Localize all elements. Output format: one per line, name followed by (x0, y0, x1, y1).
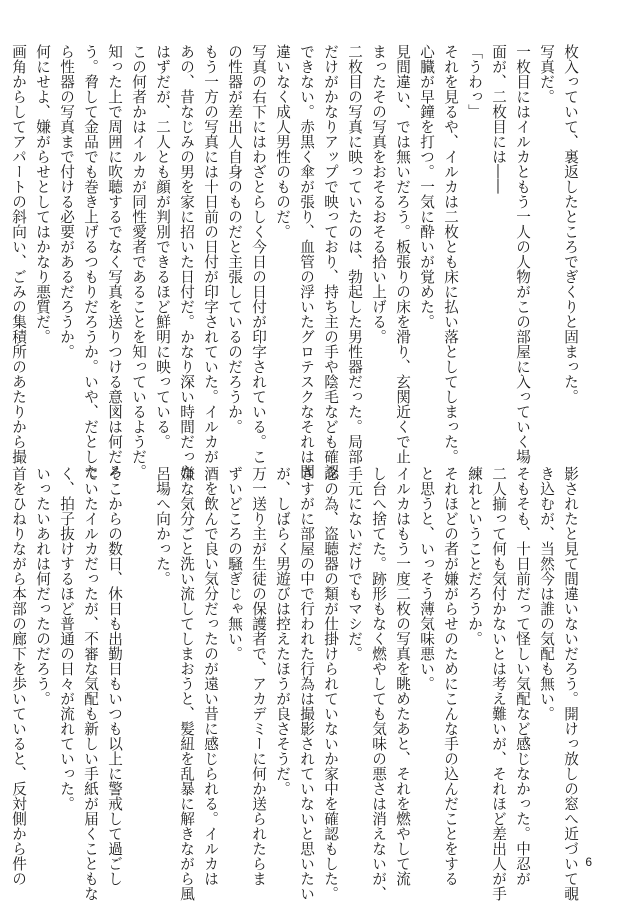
text-line: 面が、二枚目には―― (490, 44, 507, 194)
text-line: 心臓が早鐘を打つ。一気に酔いが覚めた。 (418, 44, 435, 329)
text-line: できない。赤黒く傘が張り、血管の浮いたグロテスクなそれは間 (298, 44, 315, 479)
upper-text-block (10, 44, 582, 479)
text-line: 酒を飲んで良い気分だったのが遠い昔に感じられる。イルカは (202, 466, 219, 886)
text-line: 写真の右下にはわざとらしく今日の日付が印字されている。こ (250, 44, 267, 464)
text-line: そこからの数日、休日も出勤日もいつも以上に警戒して過ごし (106, 466, 123, 886)
text-line: あの、昔なじみの男を家に招いた日付だ。かなり深い時間だった (178, 44, 195, 479)
text-line: 知った上で周囲に吹聴するでなく写真を送りつける意図は何だろ (106, 44, 123, 479)
text-line: イルカはもう一度二枚の写真を眺めたあと、それを燃やして流 (394, 466, 411, 886)
text-line: が、しばらく男遊びは控えたほうが良さそうだ。 (274, 466, 291, 796)
text-line: 見間違い、では無いだろう。板張りの床を滑り、玄関近くで止 (394, 44, 411, 464)
text-line: この何者かはイルカが同性愛者であることを知っているようだ。 (130, 44, 147, 479)
text-line: く、拍子抜けするほど普通の日々が流れていった。 (58, 466, 75, 811)
text-line: ずいどころの騒ぎじゃ無い。 (226, 466, 243, 661)
text-line: 枚入っていて、裏返したところでぎくりと固まった。 (562, 44, 579, 404)
text-line: 万一送り主が生徒の保護者で、アカデミーに何か送られたらま (250, 466, 267, 886)
page-number: 6 (585, 855, 592, 869)
text-line: 画角からしてアパートの斜向い、ごみの集積所のあたりから撮 (10, 44, 27, 464)
text-line: と思うと、いっそう薄気味悪い。 (418, 466, 435, 691)
text-line: 写真だ。 (538, 44, 555, 104)
text-line: き込むが、当然今は誰の気配も無い。 (538, 466, 555, 721)
text-line: の性器が差出人自身のものだと主張しているのだろうか。 (226, 44, 243, 434)
text-line: 「うわっ」 (466, 44, 483, 119)
text-line: ら性器の写真まで付ける必要があるだろうか。 (58, 44, 75, 359)
text-line: それを見るや、イルカは二枚とも床に払い落としてしまった。 (442, 44, 459, 464)
text-line: 二人揃って何も気付かないとは考え難いが、それほど差出人が手 (490, 466, 507, 901)
text-line: 一枚目にはイルカともう一人の人物がこの部屋に入っていく場 (514, 44, 531, 464)
text-line: し台へ捨てた。跡形もなく燃やしても気味の悪さは消えないが、 (370, 466, 387, 901)
text-line: う。脅して金品でも巻き上げるつもりだろうか。いや、だとした (82, 44, 99, 479)
text-line: 念の為、盗聴器の類が仕掛けられていないか家中を確認もした。 (322, 466, 339, 901)
text-line: 違いなく成人男性のものだ。 (274, 44, 291, 239)
text-line: 呂場へ向かった。 (154, 466, 171, 586)
text-line: 嫌な気分ごと洗い流してしまおうと、髪紐を乱暴に解きながら風 (178, 466, 195, 901)
text-line: だけがかなりアップで映っており、持ち主の手や陰毛なども確認 (322, 44, 339, 479)
text-line: さすがに部屋の中で行われた行為は撮影されていないと思いたい (298, 466, 315, 901)
text-line: 首をひねりながら本部の廊下を歩いていると、反対側から件の (10, 466, 27, 886)
text-line: 二枚目の写真に映っていたのは、勃起した男性器だった。局部 (346, 44, 363, 464)
text-line: 何にせよ、嫌がらせとしてはかなり悪質だ。 (34, 44, 51, 344)
text-line: そもそも、十日前だって怪しい気配など感じなかった。中忍が (514, 466, 531, 886)
text-line: もう一方の写真には十日前の日付が印字されていた。イルカが (202, 44, 219, 464)
text-line: いったいあれは何だったのだろう。 (34, 466, 51, 706)
text-line: ていたイルカだったが、不審な気配も新しい手紙が届くこともな (82, 466, 99, 901)
text-line: はずだが、二人とも顔が判別できるほど鮮明に映っている。 (154, 44, 171, 449)
lower-text-block (10, 466, 582, 901)
text-line (126, 466, 150, 856)
text-line: それほどの者が嫌がらせのためにこんな手の込んだことをする (442, 466, 459, 886)
text-line: まったその写真をおそるおそる拾い上げる。 (370, 44, 387, 344)
text-line: 手元にないだけでもマシだ。 (346, 466, 363, 661)
text-line: 影されたと見て間違いないだろう。開けっ放しの窓へ近づいて覗 (562, 466, 579, 901)
text-line: 練れということだろうか。 (466, 466, 483, 646)
